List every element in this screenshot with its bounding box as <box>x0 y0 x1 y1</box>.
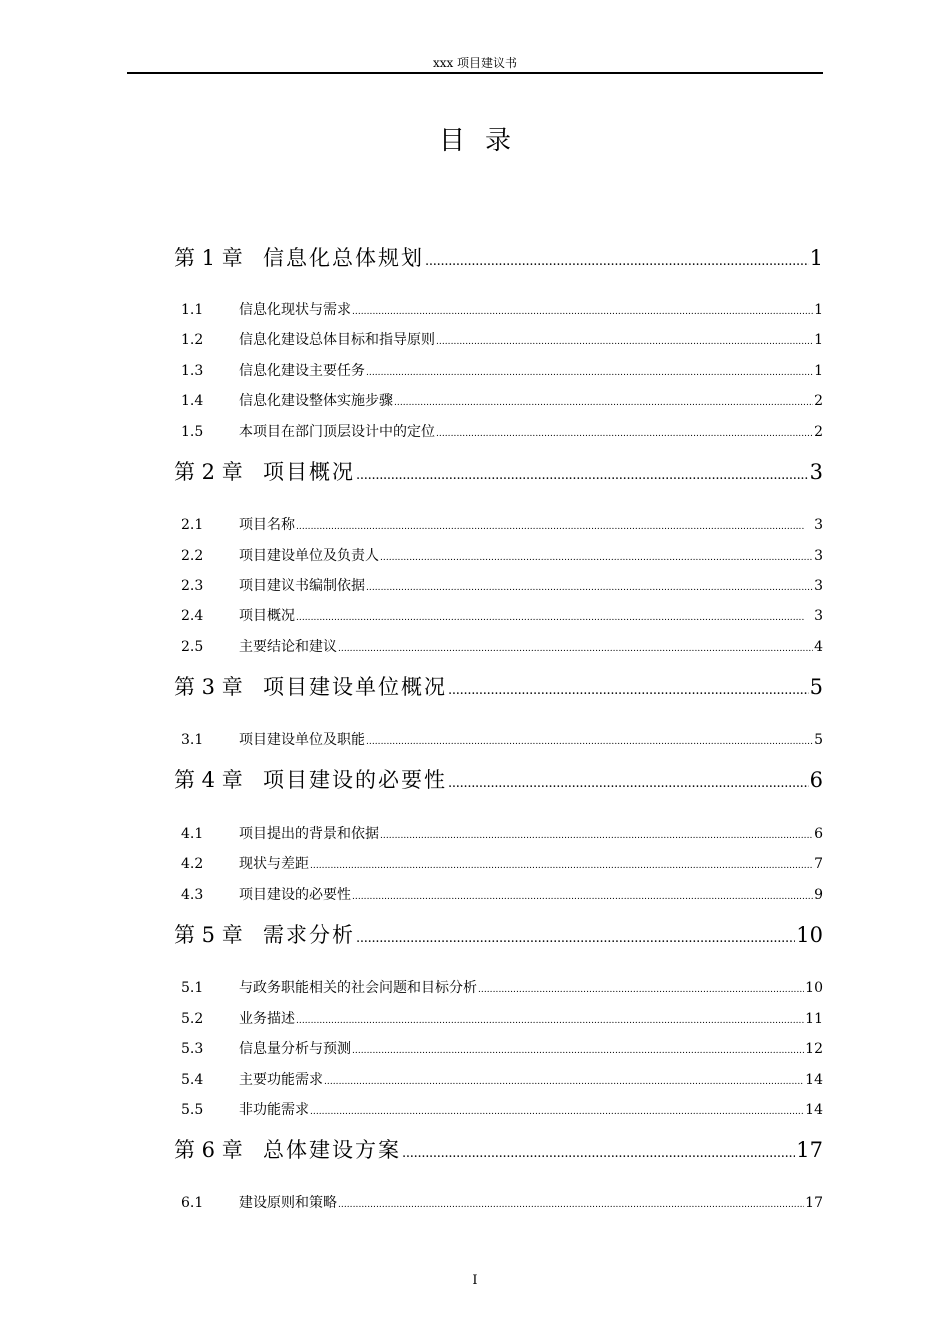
dot-leader <box>310 1102 804 1122</box>
toc-page-number: 5 <box>814 732 823 748</box>
toc-entry-number: 1.4 <box>181 393 204 409</box>
toc-entry-title: 项目提出的背景和依据 <box>239 826 379 842</box>
toc-entry-number: 第 6 章 <box>174 1138 243 1162</box>
toc-entry-number: 5.1 <box>181 980 204 996</box>
dot-leader <box>425 248 809 276</box>
toc-entry-number: 第 4 章 <box>174 768 243 792</box>
toc-page-number: 1 <box>814 363 823 379</box>
toc-entry-title: 非功能需求 <box>239 1102 309 1118</box>
toc-entry-title: 建设原则和策略 <box>239 1195 337 1211</box>
toc-entry-number: 1.5 <box>181 424 204 440</box>
toc-entry-number: 第 1 章 <box>174 246 243 270</box>
toc-entry-number: 2.5 <box>181 639 204 655</box>
toc-entry-number: 5.2 <box>181 1011 204 1027</box>
dot-leader <box>448 677 809 705</box>
toc-entry-title: 信息化建设总体目标和指导原则 <box>239 332 435 348</box>
dot-leader <box>296 608 813 628</box>
toc-page-number: 2 <box>814 424 823 440</box>
toc-entry-number: 6.1 <box>181 1195 204 1211</box>
toc-entry-title: 信息量分析与预测 <box>239 1041 351 1057</box>
toc-entry-number: 5.5 <box>181 1102 204 1118</box>
dot-leader <box>352 302 813 322</box>
dot-leader <box>448 770 809 798</box>
dot-leader <box>310 856 813 876</box>
dot-leader <box>296 1011 804 1031</box>
toc-page-number: 4 <box>814 639 823 655</box>
toc-entry-title: 主要结论和建议 <box>239 639 337 655</box>
toc-entry-number: 2.4 <box>181 608 204 624</box>
toc-entry-number: 3.1 <box>181 732 204 748</box>
toc-entry-number: 2.2 <box>181 548 204 564</box>
toc-entry-title: 总体建设方案 <box>263 1138 401 1162</box>
toc-page-number: 17 <box>796 1138 823 1162</box>
toc-entry-title: 与政务职能相关的社会问题和目标分析 <box>239 980 477 996</box>
dot-leader <box>352 1041 804 1061</box>
dot-leader <box>338 1195 804 1215</box>
toc-entry-title: 需求分析 <box>263 923 355 947</box>
dot-leader <box>356 462 809 490</box>
toc-page-number: 7 <box>814 856 823 872</box>
toc-page-number: 14 <box>805 1102 823 1118</box>
dot-leader <box>366 363 813 383</box>
page-header: xxx 项目建议书 <box>432 56 518 70</box>
toc-entry-number: 2.3 <box>181 578 204 594</box>
header-rule <box>127 72 823 74</box>
toc-page-number: 6 <box>809 768 823 792</box>
dot-leader <box>394 393 813 413</box>
toc-entry-title: 项目名称 <box>239 517 295 533</box>
toc-page-number: 1 <box>814 332 823 348</box>
toc-page-number: 14 <box>805 1072 823 1088</box>
toc-entry-title: 项目建议书编制依据 <box>239 578 365 594</box>
toc-page-number: 3 <box>809 460 823 484</box>
toc-entry-title: 信息化总体规划 <box>263 246 424 270</box>
toc-entry-number: 第 3 章 <box>174 675 243 699</box>
toc-page-number: 10 <box>796 923 823 947</box>
dot-leader <box>402 1140 795 1168</box>
toc-page-number: 1 <box>814 302 823 318</box>
toc-entry-title: 项目建设单位及职能 <box>239 732 365 748</box>
page-number: I <box>472 1273 478 1288</box>
toc-entry-number: 4.1 <box>181 826 204 842</box>
toc-entry-number: 1.3 <box>181 363 204 379</box>
toc-entry-number: 1.2 <box>181 332 204 348</box>
dot-leader <box>366 578 813 598</box>
toc-entry-number: 4.2 <box>181 856 204 872</box>
toc-entry-number: 1.1 <box>181 302 204 318</box>
toc-entry-title: 业务描述 <box>239 1011 295 1027</box>
toc-entry-title: 项目建设单位概况 <box>263 675 447 699</box>
toc-entry-title: 项目建设的必要性 <box>263 768 447 792</box>
toc-page-number: 11 <box>805 1011 823 1027</box>
toc-entry-title: 信息化建设整体实施步骤 <box>239 393 393 409</box>
toc-title: 目录 <box>438 126 531 156</box>
toc-entry-number: 2.1 <box>181 517 204 533</box>
toc-page-number: 3 <box>814 578 823 594</box>
toc-page-number: 12 <box>805 1041 823 1057</box>
dot-leader <box>352 887 813 907</box>
toc-entry-title: 信息化现状与需求 <box>239 302 351 318</box>
toc-page-number: 2 <box>814 393 823 409</box>
toc-page-number: 5 <box>809 675 823 699</box>
toc-entry-title: 信息化建设主要任务 <box>239 363 365 379</box>
dot-leader <box>436 332 813 352</box>
dot-leader <box>478 980 804 1000</box>
dot-leader <box>366 732 813 752</box>
toc-page-number: 10 <box>805 980 823 996</box>
dot-leader <box>380 548 813 568</box>
dot-leader <box>436 424 813 444</box>
toc-entry-title: 项目建设的必要性 <box>239 887 351 903</box>
toc-entry-number: 第 5 章 <box>174 923 243 947</box>
toc-entry-title: 本项目在部门顶层设计中的定位 <box>239 424 435 440</box>
toc-page-number: 3 <box>814 608 823 624</box>
toc-entry-title: 现状与差距 <box>239 856 309 872</box>
toc-page-number: 3 <box>814 517 823 533</box>
toc-entry-title: 主要功能需求 <box>239 1072 323 1088</box>
toc-page-number: 1 <box>809 246 823 270</box>
toc-entry-title: 项目概况 <box>263 460 355 484</box>
toc-entry-number: 5.3 <box>181 1041 204 1057</box>
toc-entry-number: 第 2 章 <box>174 460 243 484</box>
toc-page-number: 3 <box>814 548 823 564</box>
toc-page-number: 6 <box>814 826 823 842</box>
toc-entry-number: 4.3 <box>181 887 204 903</box>
dot-leader <box>324 1072 804 1092</box>
dot-leader <box>380 826 813 846</box>
toc-page-number: 9 <box>814 887 823 903</box>
dot-leader <box>338 639 813 659</box>
toc-page-number: 17 <box>805 1195 823 1211</box>
dot-leader <box>356 925 795 953</box>
toc-entry-number: 5.4 <box>181 1072 204 1088</box>
toc-entry-title: 项目概况 <box>239 608 295 624</box>
toc-entry-title: 项目建设单位及负责人 <box>239 548 379 564</box>
dot-leader <box>296 517 813 537</box>
